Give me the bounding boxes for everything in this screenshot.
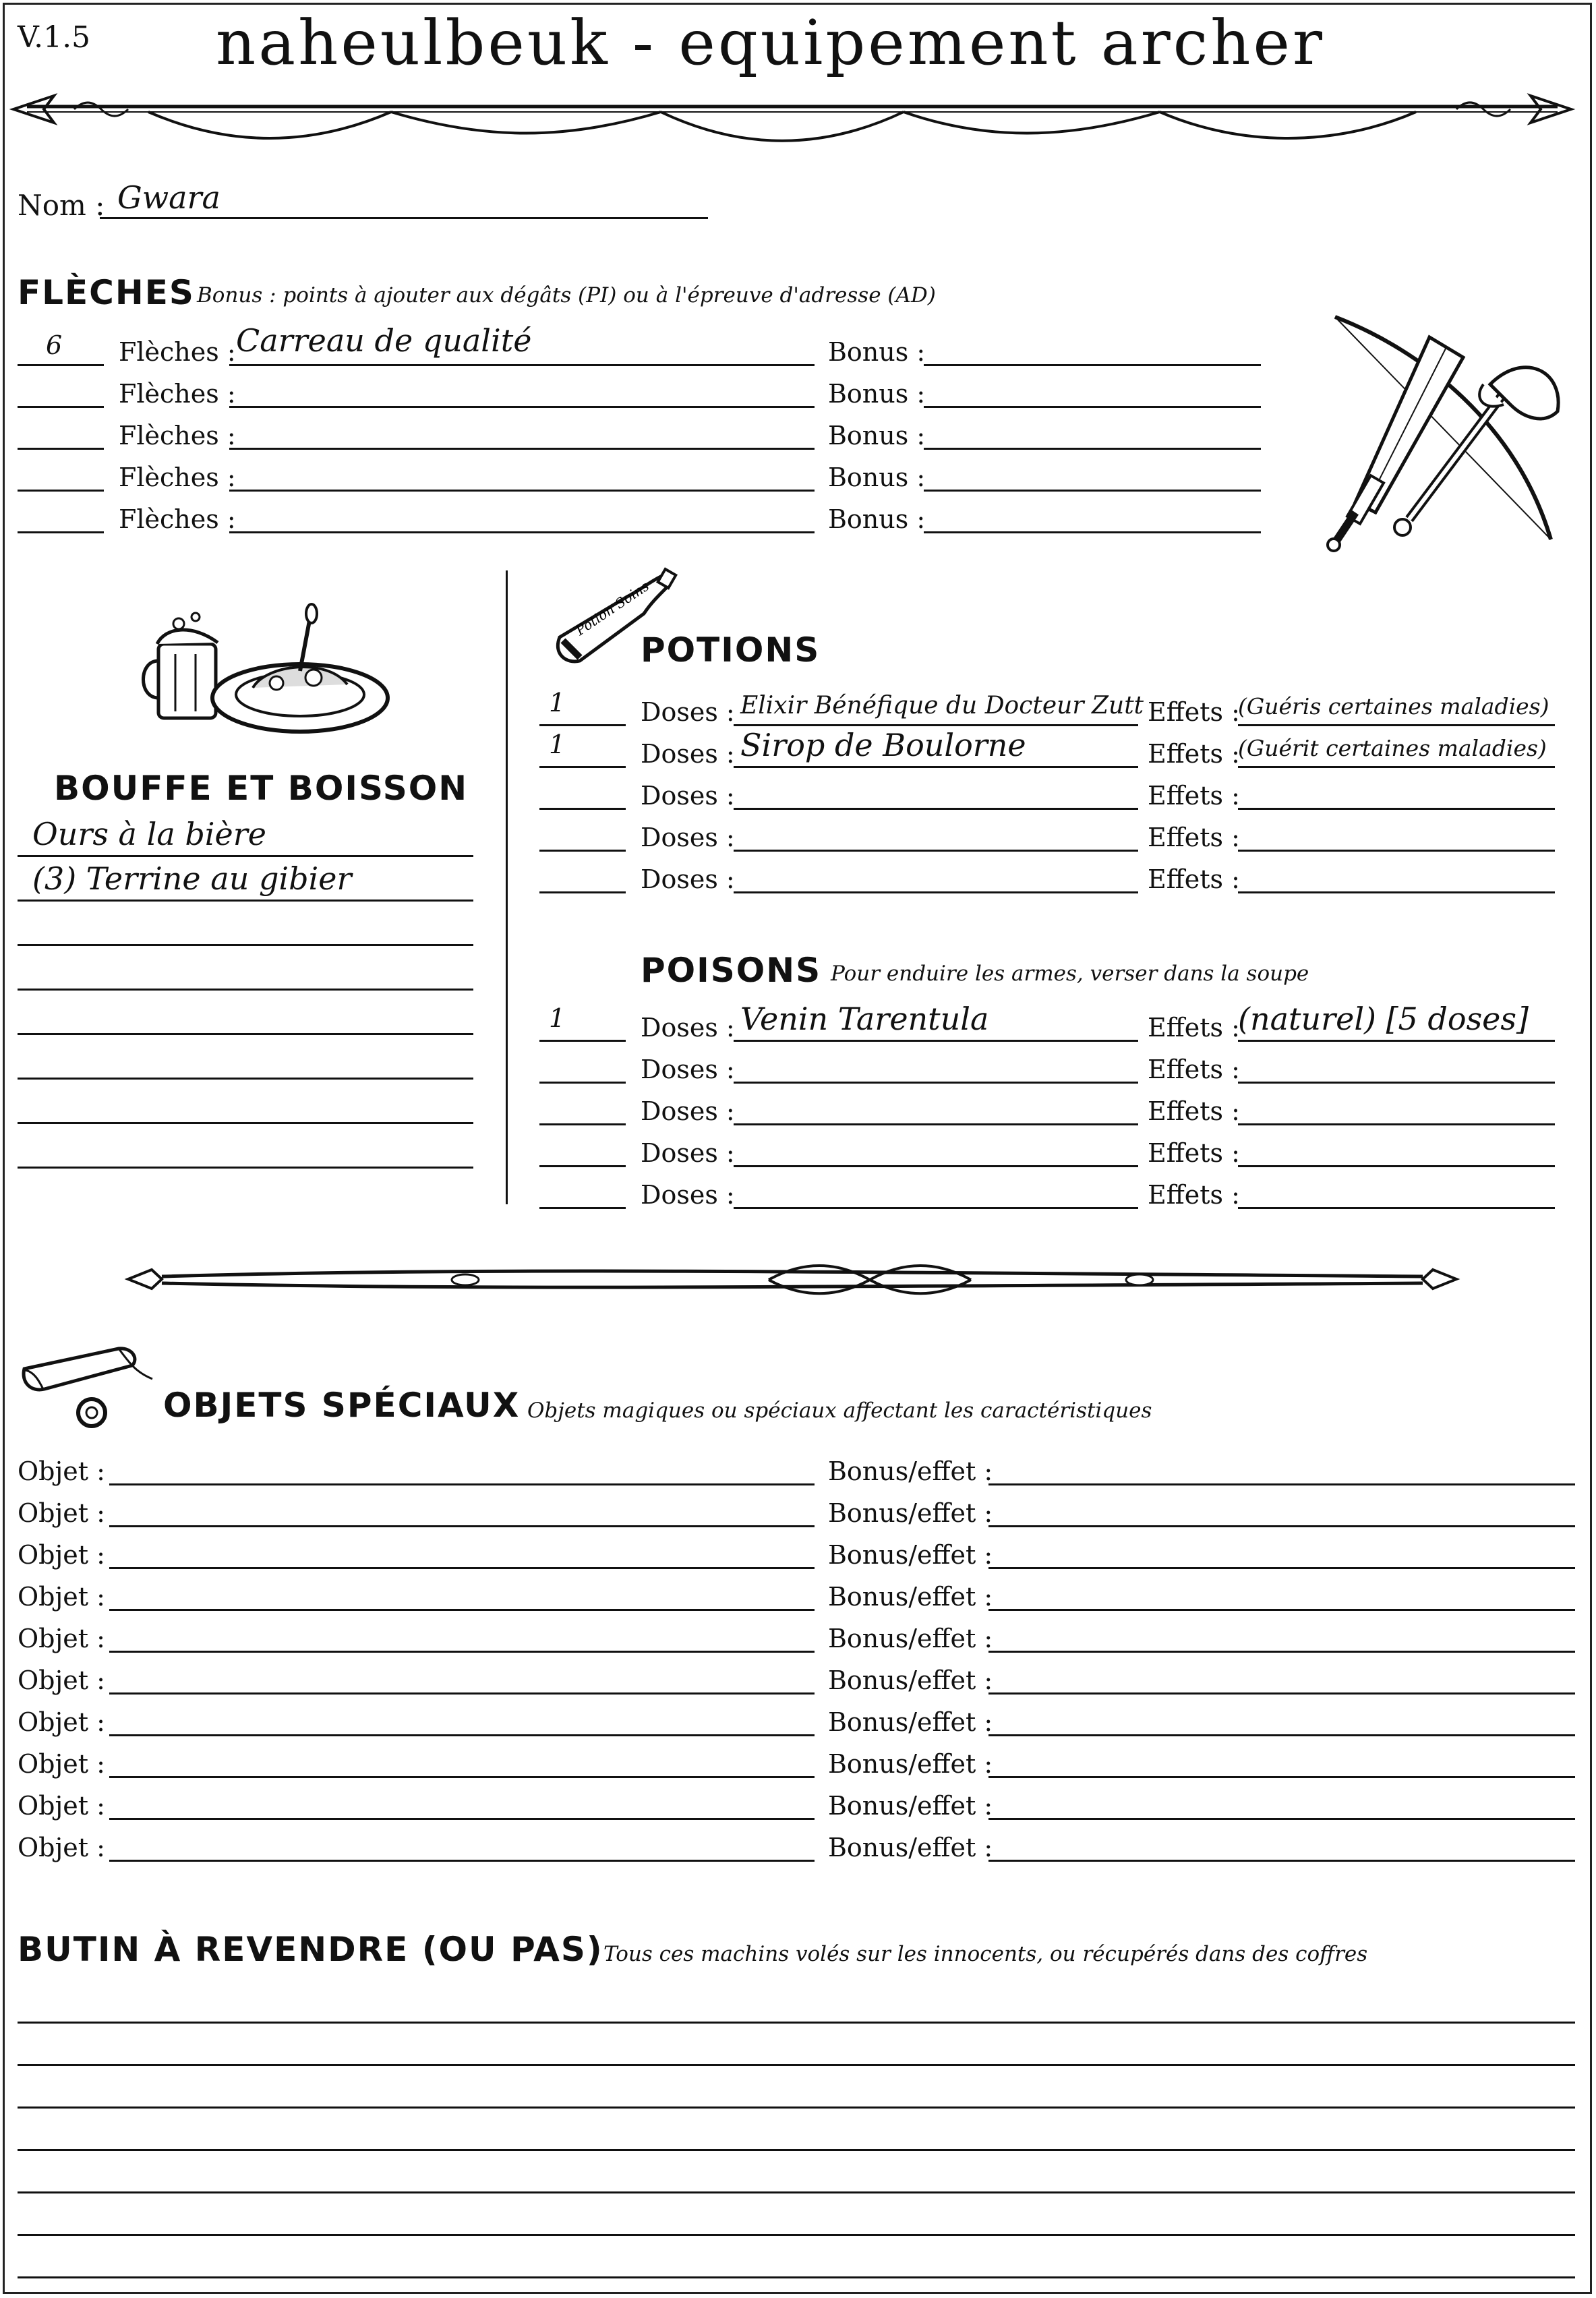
poison-name-field[interactable] [734,1131,1138,1167]
arrow-bonus-label: Bonus : [828,504,926,534]
potion-doses-label: Doses : [641,823,735,852]
potion-effect-field[interactable] [1238,732,1555,768]
loot-line[interactable] [18,2073,1575,2109]
special-bonus-field[interactable] [988,1742,1575,1778]
potion-effects-label: Effets : [1148,781,1240,811]
potion-name-field[interactable] [734,727,1138,768]
special-object-label: Objet : [18,1540,105,1570]
special-object-label: Objet : [18,1456,105,1486]
food-item: (3) Terrine au gibier [32,860,352,897]
arrow-name-value: Carreau de qualité [236,322,532,359]
special-object-field[interactable] [109,1617,815,1653]
food-line[interactable] [18,862,473,902]
arrow-bonus-label: Bonus : [828,421,926,450]
potion-bottle-label: Potion Soins [572,577,652,639]
special-object-label: Objet : [18,1833,105,1862]
arrow-name-field[interactable] [229,322,815,366]
page-title: naheulbeuk - equipement archer [216,7,1325,79]
special-object-field[interactable] [109,1659,815,1695]
potion-effects-label: Effets : [1148,823,1240,852]
arrow-bonus-label: Bonus : [828,463,926,492]
potion-effect-field[interactable] [1238,690,1555,726]
special-bonus-label: Bonus/effet : [828,1582,993,1612]
food-line[interactable] [18,1040,473,1080]
special-bonus-label: Bonus/effet : [828,1666,993,1695]
potion-qty-value: 1 [549,688,566,717]
poison-qty-field[interactable] [539,1173,626,1209]
arrow-qty-value: 6 [46,330,63,360]
special-bonus-label: Bonus/effet : [828,1456,993,1486]
arrow-bonus-field[interactable] [924,330,1261,366]
poison-name-field[interactable] [734,1048,1138,1084]
loot-section-title: BUTIN À REVENDRE (OU PAS) [18,1930,603,1969]
food-section-title: BOUFFE ET BOISSON [54,769,469,808]
special-object-field[interactable] [109,1742,815,1778]
special-object-label: Objet : [18,1707,105,1737]
potion-doses-label: Doses : [641,739,735,769]
special-object-field[interactable] [109,1450,815,1485]
special-bonus-field[interactable] [988,1492,1575,1527]
potion-name-field[interactable] [734,858,1138,893]
poison-effect-field[interactable] [1238,1173,1555,1209]
arrow-qty-label: Flèches : [119,463,236,492]
special-object-field[interactable] [109,1575,815,1611]
arrow-divider-icon [13,86,1571,147]
potion-name-field[interactable] [734,690,1144,726]
name-value: Gwara [117,179,220,216]
potion-effects-label: Effets : [1148,697,1240,727]
potion-doses-label: Doses : [641,781,735,811]
beer-mug-and-plate-icon [138,603,394,738]
poisons-section-subtitle: Pour enduire les armes, verser dans la soupe [831,962,1309,986]
special-bonus-field[interactable] [988,1701,1575,1736]
loot-line[interactable] [18,1988,1575,2024]
poison-effects-label: Effets : [1148,1180,1240,1210]
arrow-qty-field[interactable] [18,330,104,366]
potion-effect-field[interactable] [1238,774,1555,810]
special-items-section-subtitle: Objets magiques ou spéciaux affectant les caractéristiques [527,1398,1152,1423]
special-object-label: Objet : [18,1749,105,1779]
arrow-name-field[interactable] [229,372,815,408]
poison-effect-field[interactable] [1238,1048,1555,1084]
poison-doses-label: Doses : [641,1180,735,1210]
special-bonus-field[interactable] [988,1575,1575,1611]
potion-name-field[interactable] [734,816,1138,852]
poison-qty-field[interactable] [539,1003,626,1042]
special-bonus-field[interactable] [988,1659,1575,1695]
potion-name-value: Elixir Bénéfique du Docteur Zutt [740,692,1144,719]
arrow-name-field[interactable] [229,414,815,450]
poison-name-field[interactable] [734,1173,1138,1209]
special-bonus-label: Bonus/effet : [828,1540,993,1570]
special-object-field[interactable] [109,1492,815,1527]
food-line[interactable] [18,817,473,857]
arrow-name-field[interactable] [229,456,815,492]
special-object-field[interactable] [109,1826,815,1862]
arrow-qty-label: Flèches : [119,337,236,367]
special-bonus-label: Bonus/effet : [828,1707,993,1737]
arrow-bonus-field[interactable] [924,372,1261,408]
column-divider [506,570,508,1204]
potion-effect-field[interactable] [1238,858,1555,893]
poison-effect-field[interactable] [1238,1001,1555,1042]
loot-section-subtitle: Tous ces machins volés sur les innocents, ou récupérés dans des coffres [603,1942,1368,1966]
special-object-label: Objet : [18,1791,105,1821]
potion-effect-value: (Guérit certaines maladies) [1238,735,1547,761]
poison-qty-field[interactable] [539,1131,626,1167]
poison-qty-value: 1 [549,1003,566,1033]
poisons-section-title: POISONS [641,951,822,990]
arrow-qty-field[interactable] [18,498,104,533]
food-line[interactable] [18,1084,473,1124]
potion-effects-label: Effets : [1148,739,1240,769]
potion-qty-field[interactable] [539,816,626,852]
arrow-qty-field[interactable] [18,414,104,450]
arrow-qty-field[interactable] [18,372,104,408]
name-label: Nom : [18,189,105,222]
name-field[interactable] [100,175,708,219]
special-bonus-label: Bonus/effet : [828,1749,993,1779]
potion-effect-value: (Guéris certaines maladies) [1238,693,1549,719]
arrow-bonus-label: Bonus : [828,337,926,367]
poison-effects-label: Effets : [1148,1013,1240,1042]
poison-effects-label: Effets : [1148,1096,1240,1126]
arrow-bonus-field[interactable] [924,456,1261,492]
potions-section-title: POTIONS [641,630,821,670]
special-bonus-field[interactable] [988,1784,1575,1820]
potion-qty-field[interactable] [539,690,626,726]
potion-name-field[interactable] [734,774,1138,810]
arrows-section-subtitle: Bonus : points à ajouter aux dégâts (PI) ou à l'épreuve d'adresse (AD) [197,283,936,307]
staff-divider-icon [128,1258,1456,1305]
potion-qty-field[interactable] [539,858,626,893]
special-bonus-field[interactable] [988,1617,1575,1653]
potion-doses-label: Doses : [641,864,735,894]
poison-doses-label: Doses : [641,1055,735,1084]
potion-qty-field[interactable] [539,774,626,810]
arrow-bonus-field[interactable] [924,414,1261,450]
potion-name-value: Sirop de Boulorne [740,727,1026,763]
special-object-label: Objet : [18,1582,105,1612]
special-object-field[interactable] [109,1533,815,1569]
loot-line[interactable] [18,2243,1575,2278]
special-bonus-label: Bonus/effet : [828,1498,993,1528]
potion-effects-label: Effets : [1148,864,1240,894]
food-item: Ours à la bière [32,816,266,852]
food-line[interactable] [18,906,473,946]
food-line[interactable] [18,951,473,991]
special-object-field[interactable] [109,1784,815,1820]
special-object-label: Objet : [18,1624,105,1653]
arrow-qty-label: Flèches : [119,379,236,409]
special-bonus-field[interactable] [988,1533,1575,1569]
arrow-name-field[interactable] [229,498,815,533]
crossed-sword-axe-bow-icon [1322,310,1571,553]
special-object-field[interactable] [109,1701,815,1736]
potion-effect-field[interactable] [1238,816,1555,852]
poison-effect-value: (naturel) [5 doses] [1238,1001,1529,1037]
poison-qty-field[interactable] [539,1048,626,1084]
scroll-and-ring-icon [18,1342,159,1436]
potion-doses-label: Doses : [641,697,735,727]
special-items-section-title: OBJETS SPÉCIAUX [163,1386,521,1425]
loot-line[interactable] [18,2158,1575,2193]
poison-qty-field[interactable] [539,1090,626,1125]
poison-effects-label: Effets : [1148,1055,1240,1084]
food-line[interactable] [18,995,473,1035]
special-bonus-field[interactable] [988,1826,1575,1862]
poison-doses-label: Doses : [641,1096,735,1126]
loot-line[interactable] [18,2200,1575,2236]
special-object-label: Objet : [18,1666,105,1695]
loot-line[interactable] [18,2115,1575,2151]
arrow-qty-field[interactable] [18,456,104,492]
poison-effects-label: Effets : [1148,1138,1240,1168]
poison-name-field[interactable] [734,1001,1138,1042]
poison-effect-field[interactable] [1238,1090,1555,1125]
arrows-section-title: FLÈCHES [18,273,195,312]
special-bonus-label: Bonus/effet : [828,1833,993,1862]
poison-doses-label: Doses : [641,1138,735,1168]
arrow-qty-label: Flèches : [119,421,236,450]
food-line[interactable] [18,1129,473,1169]
arrow-qty-label: Flèches : [119,504,236,534]
special-bonus-label: Bonus/effet : [828,1791,993,1821]
arrow-bonus-field[interactable] [924,498,1261,533]
special-bonus-field[interactable] [988,1450,1575,1485]
loot-line[interactable] [18,2030,1575,2066]
poison-effect-field[interactable] [1238,1131,1555,1167]
poison-doses-label: Doses : [641,1013,735,1042]
poison-name-field[interactable] [734,1090,1138,1125]
potion-qty-value: 1 [549,730,566,759]
version-label: V.1.5 [18,20,91,55]
poison-name-value: Venin Tarentula [740,1001,989,1037]
potion-qty-field[interactable] [539,732,626,768]
arrow-bonus-label: Bonus : [828,379,926,409]
special-bonus-label: Bonus/effet : [828,1624,993,1653]
special-object-label: Objet : [18,1498,105,1528]
